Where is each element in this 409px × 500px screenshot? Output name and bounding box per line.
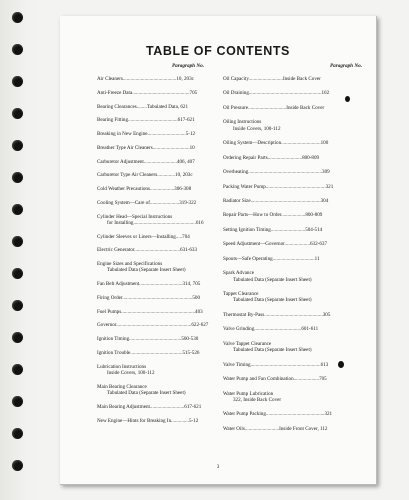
toc-entry-title: Electric Generator....................................631-633 (97, 247, 198, 254)
binding-hole (12, 236, 23, 247)
page-number: 3 (216, 465, 220, 470)
toc-entry-title: Ignition Trouble.........................................515-526 (97, 349, 200, 356)
toc-entry-title: Spark Advance (223, 270, 254, 277)
paragraph-header-left: Paragraph No. (172, 63, 204, 69)
toc-entry (223, 184, 374, 190)
toc-entry-title: Fuel Pumps..........................................................403 (97, 308, 203, 315)
toc-entry-title: Valve Grinding.....................................601-611 (223, 326, 319, 333)
toc-entry-title: Bearing Fitting.......................................617-621 (97, 117, 195, 124)
toc-entry-title: Breather Type Air Cleaners.............................10 (97, 144, 195, 151)
toc-entry-title: Valve Tappet Clearance (223, 340, 272, 347)
toc-entry-title: Ignition Timing.........................................500-530 (97, 336, 199, 343)
binding-hole (12, 140, 23, 151)
toc-entry-title: Carburetor Adjustment..........................406, 407 (97, 158, 195, 165)
toc-entry-title: Valve Timing.......................................................613 (223, 361, 329, 368)
toc-entry (223, 270, 374, 283)
toc-entry-title: Main Bearing Clearance (97, 383, 147, 390)
toc-entry (223, 391, 374, 404)
binding-hole (12, 300, 23, 311)
toc-entry (223, 376, 374, 382)
toc-entry-subline: Tabulated Data (Separate Insert Sheet) (233, 347, 312, 354)
binding-hole (12, 12, 23, 23)
toc-entry-title: Ordering Repair Parts...........................800-809 (223, 154, 320, 161)
toc-entry-subline: Inside Covers, 100-112 (107, 370, 155, 377)
toc-entry (223, 341, 374, 354)
toc-entry-title: Water Pump Packing..............................................321 (223, 411, 333, 418)
toc-entry (223, 362, 374, 368)
toc-entry-title: Fan Belt Adjustment..................................314, 705 (97, 281, 201, 288)
toc-entry-title: Governor...........................................................622-627 (97, 322, 209, 329)
toc-entry (223, 291, 374, 304)
binding-hole (12, 332, 23, 343)
toc-entry-subline: Tabulated Data (Separate Insert Sheet) (233, 297, 312, 304)
toc-entry-title: Thermostat By-Pass..............................................305 (223, 311, 331, 318)
toc-entry (223, 169, 374, 175)
toc-entry-title: Cooling System—Care of.......................319-322 (97, 199, 197, 206)
binding-hole (12, 172, 23, 183)
toc-entry-title: Spouts—Safe Operating.................................11 (223, 255, 320, 262)
toc-entry-title: Lubrication Instructions (97, 363, 147, 370)
document-page (60, 16, 377, 485)
binding-hole (12, 460, 23, 471)
binding-hole (12, 204, 23, 215)
toc-entry-title: Overheating..........................................................309 (223, 169, 330, 176)
contents-right-column (223, 76, 374, 440)
toc-entry (223, 227, 374, 233)
binding-hole (12, 428, 23, 439)
toc-entry-title: Oil Pressure..............................Inside Back Cover (223, 104, 325, 111)
toc-entry-title: Oiling Instructions (223, 119, 262, 126)
toc-entry-title: Carburetor Type Air Cleaners..............10, 203c (97, 172, 193, 179)
toc-entry (223, 140, 374, 146)
toc-entry-title: Cylinder Head—Special Instructions (97, 213, 173, 220)
toc-entry (223, 426, 374, 432)
toc-entry (223, 155, 374, 161)
toc-entry-title: Oil Capacity...........................Inside Back Cover (223, 76, 321, 82)
binding-hole (12, 364, 23, 375)
toc-entry-title: Air Cleaners..........................................10, 203c (97, 76, 194, 82)
binding-hole (12, 108, 23, 119)
toc-entry (223, 411, 374, 417)
toc-entry-title: Water Oils...........................Inside Front Cover, 112 (223, 425, 328, 432)
toc-entry (223, 198, 374, 204)
toc-entry-subline: for Installing.................................................616 (107, 219, 204, 226)
paragraph-header-right: Paragraph No. (330, 63, 362, 69)
toc-entry-title: Firing Order.......................................................500 (97, 294, 201, 301)
toc-entry-title: Water Pump and Fan Combination....................705 (223, 376, 327, 383)
toc-entry-subline: Tabulated Data (Separate Insert Sheet) (107, 390, 186, 397)
toc-entry-subline: Tabulated Data (Separate Insert Sheet) (233, 276, 312, 283)
toc-entry (223, 212, 374, 218)
toc-entry (223, 326, 374, 332)
toc-entry-title: Main Bearing Adjustment...........................617-621 (97, 403, 202, 410)
ink-mark (345, 96, 350, 102)
toc-entry-subline: Tabulated Data (Separate Insert Sheet) (107, 267, 186, 274)
toc-entry-title: New Engine—Hints for Breaking In..............5-12 (97, 417, 199, 424)
toc-entry-title: Oiling System—Description...............................100 (223, 140, 329, 147)
toc-entry (223, 90, 374, 96)
toc-entry-title: Speed Adjustment—Governor....................632-637 (223, 241, 327, 248)
toc-entry-title: Bearing Clearances........Tabulated Data, 621 (97, 103, 189, 110)
toc-entry-subline: Inside Covers, 100-112 (233, 125, 281, 132)
toc-entry-title: Engine Sizes and Specifications (97, 261, 163, 268)
toc-entry-title: Cold Weather Precautions...................306-308 (97, 186, 192, 192)
toc-entry-title: Setting Ignition Timing...........................504-514 (223, 226, 323, 233)
toc-entry-title: Tappet Clearance (223, 291, 259, 298)
toc-entry-title: Packing Water Pump...............................................321 (223, 183, 334, 190)
toc-entry-title: Repair Parts—How to Order...................800-809 (223, 212, 323, 219)
toc-entry-title: Water Pump Lubrication (223, 390, 274, 397)
ink-mark (338, 361, 344, 368)
binding-hole (12, 268, 23, 279)
toc-entry (223, 241, 374, 247)
toc-entry-title: Breaking in New Engine..............................5-12 (97, 131, 196, 137)
toc-entry-title: Oil Draining.........................................................102 (223, 90, 330, 97)
toc-entry (223, 256, 374, 262)
binding-hole (12, 396, 23, 407)
toc-entry (223, 312, 374, 318)
toc-entry-subline: 322, Inside Back Cover (233, 396, 282, 403)
binding-hole (12, 44, 23, 55)
toc-entry-title: Radiator Size.......................................................304 (223, 197, 329, 204)
binding-hole (12, 76, 23, 87)
toc-entry (223, 105, 374, 111)
toc-entry-title: Cylinder Sleeves or Liners—Installing.....704 (97, 233, 190, 240)
page-title: TABLE OF CONTENTS (146, 44, 290, 58)
toc-entry (223, 76, 374, 82)
binding-strip (0, 0, 40, 500)
toc-entry (223, 119, 374, 132)
toc-entry-title: Anti-Freeze Data.............................................705 (97, 89, 198, 96)
